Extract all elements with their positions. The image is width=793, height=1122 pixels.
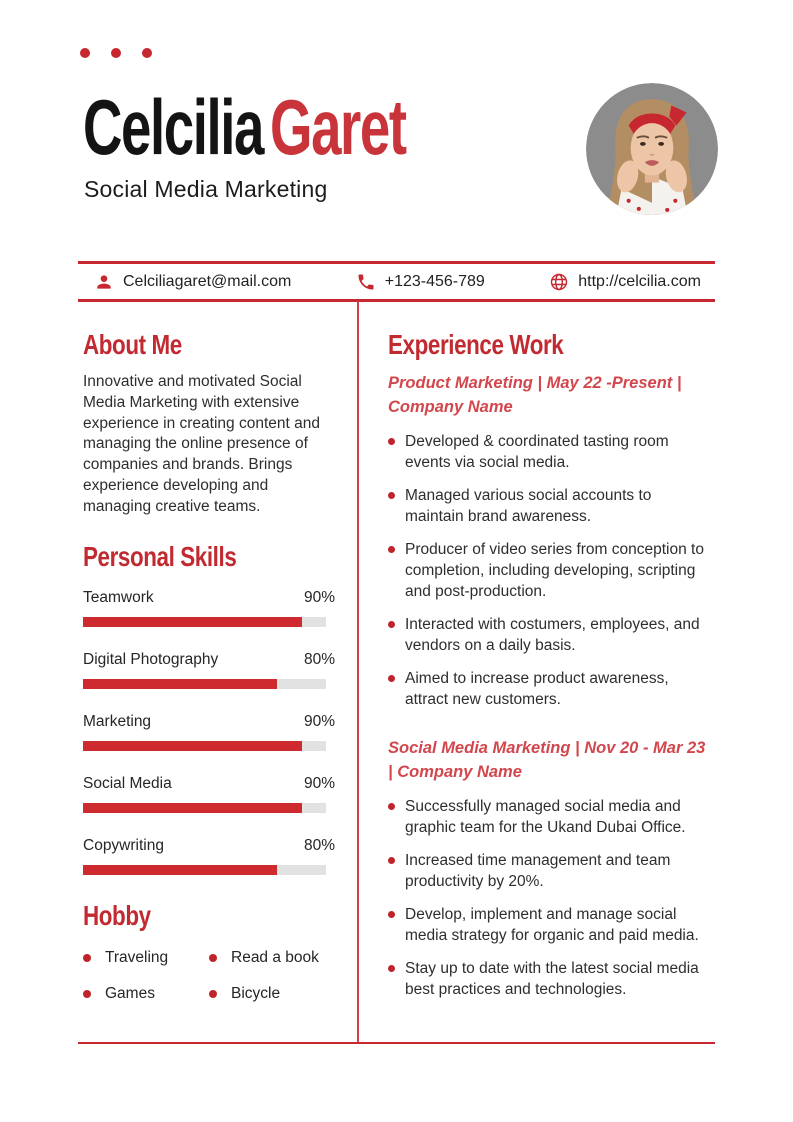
bullet-text: Successfully managed social media and graphic team for the Ukand Dubai Office. — [405, 798, 686, 836]
bullet-dot-icon — [83, 990, 91, 998]
bullet-text: Develop, implement and manage social media strategy for organic and paid media. — [405, 906, 699, 944]
bullet-item — [388, 485, 712, 527]
bullet-dot-icon — [209, 990, 217, 998]
skill-label: Digital Photography — [83, 650, 219, 668]
contact-bar — [78, 261, 715, 302]
bullet-item — [388, 958, 712, 1000]
skill-percent: 90% — [303, 712, 335, 730]
skill-label: Marketing — [83, 712, 152, 730]
job-heading: Product Marketing | May 22 -Present | Company Name — [388, 374, 682, 416]
bullet-item — [388, 431, 712, 473]
decor-dots — [80, 48, 152, 58]
skill-percent: 80% — [303, 650, 335, 668]
skill-row — [83, 650, 335, 689]
bullet-text: Producer of video series from conception to completion, including developing, scripting and post-production. — [405, 541, 704, 600]
hobby-item — [83, 985, 209, 1003]
last-name: Garet — [270, 83, 406, 171]
bullet-dot-icon — [388, 965, 395, 972]
skill-label: Copywriting — [83, 836, 164, 854]
decor-dot-icon — [111, 48, 121, 58]
contact-phone-text: +123-456-789 — [384, 272, 485, 290]
contact-website-text: http://celcilia.com — [578, 272, 701, 290]
skill-percent: 90% — [303, 588, 335, 606]
contact-email[interactable] — [94, 272, 291, 292]
person-name — [83, 83, 406, 171]
hobby-label: Bicycle — [231, 984, 281, 1002]
decor-dot-icon — [80, 48, 90, 58]
skill-row — [83, 836, 335, 875]
bullet-item — [388, 668, 712, 710]
bullet-dot-icon — [388, 546, 395, 553]
bottom-rule — [78, 1042, 715, 1044]
profile-photo-illustration — [586, 83, 718, 215]
bullet-text: Interacted with costumers, employees, and vendors on a daily basis. — [405, 616, 700, 654]
profile-photo — [586, 83, 718, 215]
skill-row — [83, 588, 335, 627]
hobby-label: Read a book — [231, 948, 319, 966]
hobby-label: Traveling — [105, 948, 169, 966]
person-icon — [94, 272, 114, 292]
skill-label: Social Media — [83, 774, 172, 792]
bullet-dot-icon — [388, 621, 395, 628]
job-entry — [388, 736, 712, 1000]
hobby-item — [209, 949, 335, 967]
skill-bar-track — [83, 741, 326, 751]
bullet-text: Stay up to date with the latest social media best practices and technologies. — [405, 960, 699, 998]
skill-bar-fill — [83, 617, 302, 627]
about-paragraph: Innovative and motivated Social Media Marketing with extensive experience in creating content and managing the online presence of companies and brands. Brings experience developing and managing creative teams. — [83, 373, 320, 515]
skill-bar-track — [83, 865, 326, 875]
bullet-text: Managed various social accounts to maintain brand awareness. — [405, 487, 652, 525]
bullet-text: Increased time management and team productivity by 20%. — [405, 852, 671, 890]
bullet-dot-icon — [209, 954, 217, 962]
bullet-item — [388, 850, 712, 892]
bullet-dot-icon — [388, 911, 395, 918]
first-name: Celcilia — [83, 83, 264, 171]
skill-bar-fill — [83, 741, 302, 751]
bullet-item — [388, 539, 712, 602]
hobby-item — [83, 949, 209, 967]
globe-icon — [549, 272, 569, 292]
bullet-item — [388, 614, 712, 656]
contact-email-text: Celciliagaret@mail.com — [123, 272, 292, 290]
bullet-dot-icon — [388, 438, 395, 445]
job-heading: Social Media Marketing | Nov 20 - Mar 23 | Company Name — [388, 739, 706, 781]
decor-dot-icon — [142, 48, 152, 58]
skill-percent: 80% — [303, 836, 335, 854]
skills-title: Personal Skills — [83, 540, 237, 572]
bullet-text: Developed & coordinated tasting room events via social media. — [405, 433, 669, 471]
column-divider — [357, 301, 359, 1043]
bullet-item — [388, 904, 712, 946]
contact-website[interactable] — [549, 272, 701, 292]
job-entry — [388, 371, 712, 710]
skill-bar-track — [83, 679, 326, 689]
skill-bar-fill — [83, 679, 277, 689]
job-bullet-list — [388, 431, 712, 710]
about-title: About Me — [83, 329, 182, 360]
right-column — [388, 301, 712, 1000]
left-column — [83, 301, 335, 1003]
skill-row — [83, 712, 335, 751]
bullet-dot-icon — [388, 492, 395, 499]
bullet-item — [388, 796, 712, 838]
skill-percent: 90% — [303, 774, 335, 792]
experience-title: Experience Work — [388, 329, 564, 360]
hobby-item — [209, 985, 335, 1003]
phone-icon — [356, 272, 376, 292]
skill-row — [83, 774, 335, 813]
bullet-dot-icon — [83, 954, 91, 962]
bullet-dot-icon — [388, 675, 395, 682]
role-subtitle: Social Media Marketing — [84, 176, 328, 202]
bullet-dot-icon — [388, 857, 395, 864]
skill-bar-track — [83, 803, 326, 813]
bullet-text: Aimed to increase product awareness, attract new customers. — [405, 670, 669, 708]
bullet-dot-icon — [388, 803, 395, 810]
hobby-title: Hobby — [83, 899, 151, 931]
skill-bar-fill — [83, 865, 277, 875]
skill-bar-fill — [83, 803, 302, 813]
hobby-label: Games — [105, 984, 155, 1002]
contact-phone[interactable] — [356, 272, 485, 292]
job-bullet-list — [388, 796, 712, 1000]
skill-bar-track — [83, 617, 326, 627]
hobby-list — [83, 949, 335, 1003]
skill-label: Teamwork — [83, 588, 154, 606]
